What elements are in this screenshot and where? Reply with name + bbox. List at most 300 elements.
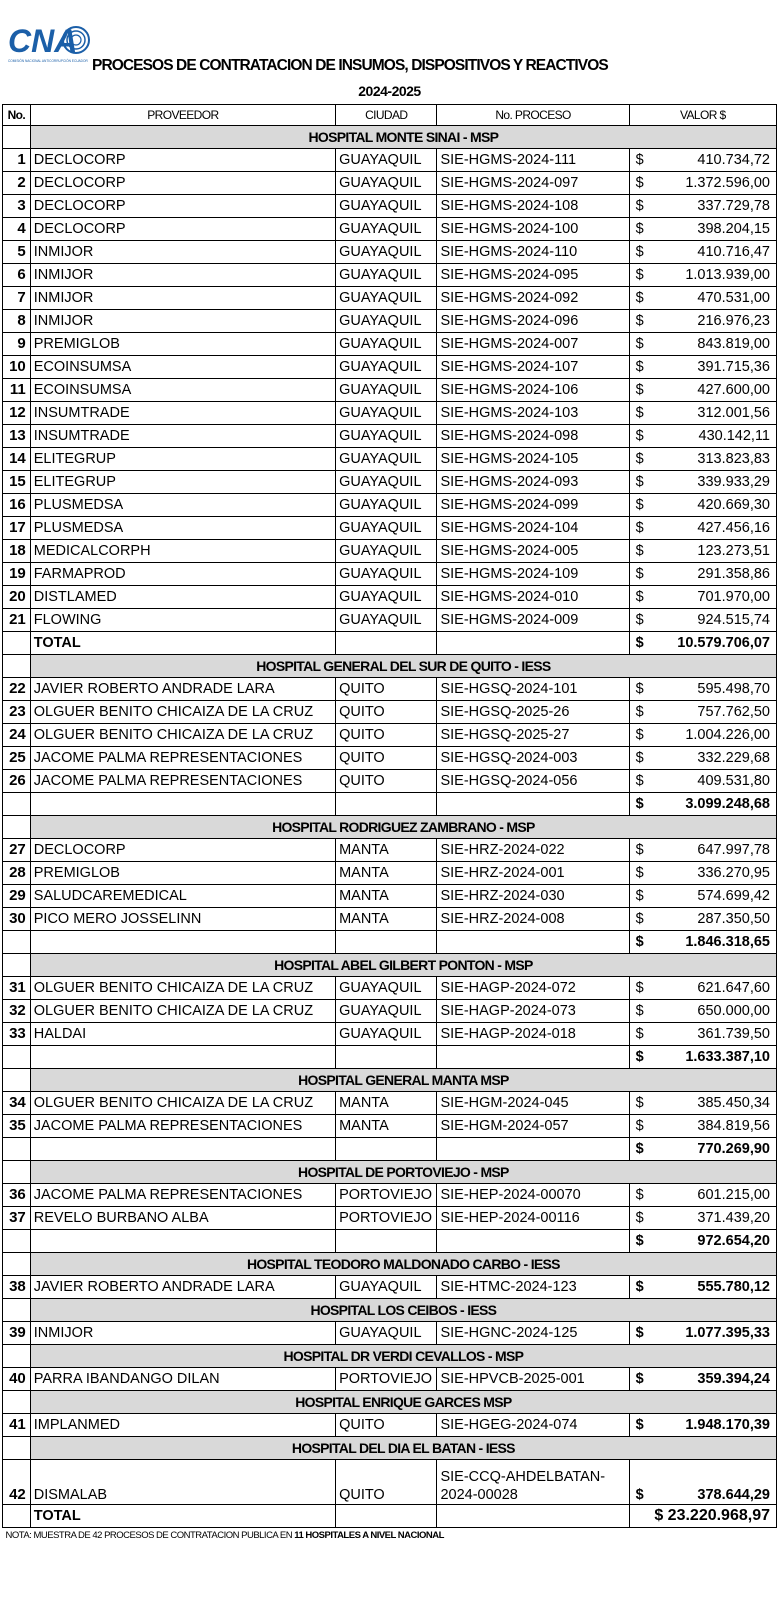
section-total-value: 10.579.706,07 — [665, 632, 776, 655]
contract-row — [3, 218, 777, 241]
currency-cell: $ — [629, 172, 665, 195]
total-city-cell — [336, 1046, 437, 1069]
currency-cell: $ — [629, 264, 665, 287]
row-number: 42 — [3, 1460, 31, 1505]
contract-row — [3, 1322, 777, 1345]
total-currency: $ — [629, 632, 665, 655]
valor-cell: 601.215,00 — [665, 1184, 776, 1207]
row-number: 39 — [3, 1322, 31, 1345]
currency-cell: $ — [629, 540, 665, 563]
report-title: PROCESOS DE CONTRATACION DE INSUMOS, DISPOSITIVOS Y REACTIVOS — [92, 57, 608, 74]
currency-cell: $ — [629, 1023, 665, 1046]
proveedor-cell: DECLOCORP — [30, 839, 335, 862]
section-no-cell — [3, 1437, 31, 1460]
hospital-name: HOSPITAL ENRIQUE GARCES MSP — [30, 1391, 776, 1414]
proveedor-cell: PREMIGLOB — [30, 333, 335, 356]
valor-cell: 427.456,16 — [665, 517, 776, 540]
currency-cell: $ — [629, 701, 665, 724]
contract-row — [3, 448, 777, 471]
contract-row — [3, 1276, 777, 1299]
contract-row — [3, 379, 777, 402]
ciudad-cell: MANTA — [336, 839, 437, 862]
valor-cell: 378.644,29 — [665, 1460, 776, 1505]
row-number: 8 — [3, 310, 31, 333]
valor-cell: 1.013.939,00 — [665, 264, 776, 287]
row-number: 19 — [3, 563, 31, 586]
contract-row — [3, 402, 777, 425]
section-total-value: 972.654,20 — [665, 1230, 776, 1253]
valor-cell: 337.729,78 — [665, 195, 776, 218]
valor-cell: 359.394,24 — [665, 1368, 776, 1391]
row-number: 24 — [3, 724, 31, 747]
proveedor-cell: DECLOCORP — [30, 172, 335, 195]
hospital-name: HOSPITAL LOS CEIBOS - IESS — [30, 1299, 776, 1322]
currency-cell: $ — [629, 747, 665, 770]
total-currency: $ — [629, 1230, 665, 1253]
valor-cell: 595.498,70 — [665, 678, 776, 701]
section-total-value: 3.099.248,68 — [665, 793, 776, 816]
valor-cell: 1.372.596,00 — [665, 172, 776, 195]
row-number: 18 — [3, 540, 31, 563]
section-no-cell — [3, 816, 31, 839]
total-currency: $ — [629, 931, 665, 954]
hospital-section-row — [3, 126, 777, 149]
contract-row — [3, 885, 777, 908]
ciudad-cell: QUITO — [336, 1460, 437, 1505]
proceso-cell: SIE-HEP-2024-00070 — [437, 1184, 629, 1207]
logo-caption: COMISIÓN NACIONAL ANTICORRUPCIÓN ECUADOR — [8, 59, 88, 63]
grand-total-no — [3, 1505, 31, 1528]
proceso-cell: SIE-HRZ-2024-022 — [437, 839, 629, 862]
currency-cell: $ — [629, 195, 665, 218]
valor-cell: 384.819,56 — [665, 1115, 776, 1138]
ciudad-cell: PORTOVIEJO — [336, 1207, 437, 1230]
report-years: 2024-2025 — [358, 83, 421, 99]
contract-row — [3, 1023, 777, 1046]
row-number: 36 — [3, 1184, 31, 1207]
proveedor-cell: INMIJOR — [30, 241, 335, 264]
contract-row — [3, 1207, 777, 1230]
currency-cell: $ — [629, 1368, 665, 1391]
valor-cell: 332.229,68 — [665, 747, 776, 770]
contract-row — [3, 839, 777, 862]
ciudad-cell: QUITO — [336, 747, 437, 770]
ciudad-cell: GUAYAQUIL — [336, 287, 437, 310]
footnote-empty — [629, 1528, 776, 1545]
contract-row — [3, 425, 777, 448]
valor-cell: 621.647,60 — [665, 977, 776, 1000]
ciudad-cell: GUAYAQUIL — [336, 448, 437, 471]
hospital-name: HOSPITAL DR VERDI CEVALLOS - MSP — [30, 1345, 776, 1368]
row-number: 7 — [3, 287, 31, 310]
currency-cell: $ — [629, 517, 665, 540]
ciudad-cell: PORTOVIEJO — [336, 1184, 437, 1207]
proceso-cell: SIE-HGMS-2024-111 — [437, 149, 629, 172]
ciudad-cell: QUITO — [336, 770, 437, 793]
hospital-section-row — [3, 1253, 777, 1276]
ciudad-cell: QUITO — [336, 1414, 437, 1437]
proveedor-cell: DECLOCORP — [30, 195, 335, 218]
ciudad-cell: GUAYAQUIL — [336, 517, 437, 540]
row-number: 12 — [3, 402, 31, 425]
proceso-cell: SIE-HGMS-2024-097 — [437, 172, 629, 195]
ciudad-cell: GUAYAQUIL — [336, 310, 437, 333]
hospital-name: HOSPITAL DEL DIA EL BATAN - IESS — [30, 1437, 776, 1460]
col-header-valor: VALOR $ — [629, 105, 776, 126]
ciudad-cell: GUAYAQUIL — [336, 563, 437, 586]
proceso-cell: SIE-HRZ-2024-030 — [437, 885, 629, 908]
section-no-cell — [3, 126, 31, 149]
proceso-cell: SIE-HRZ-2024-008 — [437, 908, 629, 931]
hospital-section-row — [3, 655, 777, 678]
row-number: 41 — [3, 1414, 31, 1437]
contract-row — [3, 563, 777, 586]
proceso-cell: SIE-HGSQ-2025-27 — [437, 724, 629, 747]
currency-cell: $ — [629, 471, 665, 494]
row-number: 37 — [3, 1207, 31, 1230]
row-number: 15 — [3, 471, 31, 494]
proceso-cell: SIE-HGNC-2024-125 — [437, 1322, 629, 1345]
ciudad-cell: MANTA — [336, 1092, 437, 1115]
valor-cell: 287.350,50 — [665, 908, 776, 931]
report-header — [0, 0, 779, 103]
total-label — [30, 1046, 335, 1069]
row-number: 11 — [3, 379, 31, 402]
footnote-bold: 11 HOSPITALES A NIVEL NACIONAL — [294, 1530, 444, 1541]
ciudad-cell: GUAYAQUIL — [336, 425, 437, 448]
ciudad-cell: GUAYAQUIL — [336, 540, 437, 563]
proceso-cell: SIE-HGMS-2024-105 — [437, 448, 629, 471]
grand-total-label: TOTAL — [30, 1505, 335, 1528]
proceso-cell: SIE-HGMS-2024-100 — [437, 218, 629, 241]
currency-cell: $ — [629, 563, 665, 586]
ciudad-cell: GUAYAQUIL — [336, 379, 437, 402]
contract-row — [3, 287, 777, 310]
proceso-cell: SIE-HAGP-2024-018 — [437, 1023, 629, 1046]
currency-cell: $ — [629, 609, 665, 632]
hospital-name: HOSPITAL GENERAL DEL SUR DE QUITO - IESS — [30, 655, 776, 678]
total-label — [30, 931, 335, 954]
ciudad-cell: GUAYAQUIL — [336, 218, 437, 241]
currency-cell: $ — [629, 218, 665, 241]
proceso-cell: SIE-HGMS-2024-103 — [437, 402, 629, 425]
valor-cell: 650.000,00 — [665, 1000, 776, 1023]
proceso-cell: SIE-HGSQ-2024-003 — [437, 747, 629, 770]
hospital-name: HOSPITAL DE PORTOVIEJO - MSP — [30, 1161, 776, 1184]
proveedor-cell: DECLOCORP — [30, 149, 335, 172]
hospital-section-row — [3, 1391, 777, 1414]
col-header-no: No. — [3, 105, 31, 126]
contract-row — [3, 609, 777, 632]
hospital-name: HOSPITAL RODRIGUEZ ZAMBRANO - MSP — [30, 816, 776, 839]
contract-row — [3, 517, 777, 540]
total-proc-cell — [437, 632, 629, 655]
contract-row — [3, 1115, 777, 1138]
total-proc-cell — [437, 1230, 629, 1253]
currency-cell: $ — [629, 977, 665, 1000]
currency-cell: $ — [629, 839, 665, 862]
ciudad-cell: GUAYAQUIL — [336, 494, 437, 517]
proceso-cell: SIE-HGMS-2024-095 — [437, 264, 629, 287]
currency-cell: $ — [629, 149, 665, 172]
currency-cell: $ — [629, 494, 665, 517]
total-proc-cell — [437, 931, 629, 954]
proveedor-cell: INMIJOR — [30, 1322, 335, 1345]
currency-cell: $ — [629, 1322, 665, 1345]
valor-cell: 391.715,36 — [665, 356, 776, 379]
currency-cell: $ — [629, 448, 665, 471]
total-city-cell — [336, 931, 437, 954]
total-no-cell — [3, 632, 31, 655]
hospital-section-row — [3, 1345, 777, 1368]
grand-total-proc — [437, 1505, 629, 1528]
row-number: 35 — [3, 1115, 31, 1138]
total-currency: $ — [629, 793, 665, 816]
currency-cell: $ — [629, 1460, 665, 1505]
valor-cell: 313.823,83 — [665, 448, 776, 471]
currency-cell: $ — [629, 1276, 665, 1299]
section-no-cell — [3, 1345, 31, 1368]
valor-cell: 555.780,12 — [665, 1276, 776, 1299]
proveedor-cell: DISMALAB — [30, 1460, 335, 1505]
valor-cell: 1.948.170,39 — [665, 1414, 776, 1437]
total-label — [30, 1230, 335, 1253]
row-number: 23 — [3, 701, 31, 724]
proceso-cell: SIE-CCQ-AHDELBATAN-2024-00028 — [437, 1460, 629, 1505]
section-no-cell — [3, 1391, 31, 1414]
proceso-cell: SIE-HAGP-2024-073 — [437, 1000, 629, 1023]
ciudad-cell: GUAYAQUIL — [336, 172, 437, 195]
row-number: 13 — [3, 425, 31, 448]
hospital-name: HOSPITAL MONTE SINAI - MSP — [30, 126, 776, 149]
proveedor-cell: INMIJOR — [30, 310, 335, 333]
total-city-cell — [336, 793, 437, 816]
currency-cell: $ — [629, 379, 665, 402]
row-number: 16 — [3, 494, 31, 517]
row-number: 3 — [3, 195, 31, 218]
row-number: 22 — [3, 678, 31, 701]
section-total-row — [3, 632, 777, 655]
proceso-cell: SIE-HGSQ-2024-056 — [437, 770, 629, 793]
currency-cell: $ — [629, 310, 665, 333]
section-no-cell — [3, 1161, 31, 1184]
row-number: 9 — [3, 333, 31, 356]
hospital-name: HOSPITAL ABEL GILBERT PONTON - MSP — [30, 954, 776, 977]
row-number: 25 — [3, 747, 31, 770]
row-number: 1 — [3, 149, 31, 172]
contract-row — [3, 701, 777, 724]
row-number: 34 — [3, 1092, 31, 1115]
total-label: TOTAL — [30, 632, 335, 655]
valor-cell: 409.531,80 — [665, 770, 776, 793]
contract-row — [3, 172, 777, 195]
ciudad-cell: MANTA — [336, 1115, 437, 1138]
valor-cell: 339.933,29 — [665, 471, 776, 494]
currency-cell: $ — [629, 333, 665, 356]
ciudad-cell: QUITO — [336, 724, 437, 747]
row-number: 10 — [3, 356, 31, 379]
proveedor-cell: PREMIGLOB — [30, 862, 335, 885]
proceso-cell: SIE-HGSQ-2024-101 — [437, 678, 629, 701]
contract-row — [3, 494, 777, 517]
contract-row — [3, 310, 777, 333]
currency-cell: $ — [629, 356, 665, 379]
hospital-name: HOSPITAL GENERAL MANTA MSP — [30, 1069, 776, 1092]
ciudad-cell: MANTA — [336, 908, 437, 931]
proceso-cell: SIE-HGM-2024-057 — [437, 1115, 629, 1138]
proveedor-cell: FARMAPROD — [30, 563, 335, 586]
valor-cell: 123.273,51 — [665, 540, 776, 563]
contract-row — [3, 1000, 777, 1023]
section-no-cell — [3, 1299, 31, 1322]
proceso-cell: SIE-HGMS-2024-104 — [437, 517, 629, 540]
ciudad-cell: MANTA — [336, 862, 437, 885]
row-number: 40 — [3, 1368, 31, 1391]
contract-row — [3, 195, 777, 218]
total-label — [30, 1138, 335, 1161]
total-no-cell — [3, 1138, 31, 1161]
total-no-cell — [3, 793, 31, 816]
contract-row — [3, 770, 777, 793]
proveedor-cell: MEDICALCORPH — [30, 540, 335, 563]
contract-row — [3, 264, 777, 287]
ciudad-cell: GUAYAQUIL — [336, 356, 437, 379]
table-body — [3, 126, 777, 1505]
contract-row — [3, 908, 777, 931]
row-number: 30 — [3, 908, 31, 931]
row-number: 17 — [3, 517, 31, 540]
currency-cell: $ — [629, 1414, 665, 1437]
valor-cell: 361.739,50 — [665, 1023, 776, 1046]
table-footer — [3, 1505, 777, 1545]
proveedor-cell: OLGUER BENITO CHICAIZA DE LA CRUZ — [30, 701, 335, 724]
ciudad-cell: MANTA — [336, 885, 437, 908]
total-city-cell — [336, 1230, 437, 1253]
valor-cell: 430.142,11 — [665, 425, 776, 448]
section-total-row — [3, 1230, 777, 1253]
proceso-cell: SIE-HGMS-2024-106 — [437, 379, 629, 402]
row-number: 2 — [3, 172, 31, 195]
currency-cell: $ — [629, 586, 665, 609]
valor-cell: 843.819,00 — [665, 333, 776, 356]
ciudad-cell: GUAYAQUIL — [336, 333, 437, 356]
ciudad-cell: GUAYAQUIL — [336, 471, 437, 494]
total-no-cell — [3, 931, 31, 954]
currency-cell: $ — [629, 908, 665, 931]
hospital-section-row — [3, 1437, 777, 1460]
currency-cell: $ — [629, 287, 665, 310]
row-number: 6 — [3, 264, 31, 287]
hospital-section-row — [3, 1299, 777, 1322]
proceso-cell: SIE-HGMS-2024-107 — [437, 356, 629, 379]
valor-cell: 1.004.226,00 — [665, 724, 776, 747]
valor-cell: 336.270,95 — [665, 862, 776, 885]
hospital-section-row — [3, 816, 777, 839]
contracts-table — [2, 104, 777, 1544]
row-number: 14 — [3, 448, 31, 471]
proveedor-cell: OLGUER BENITO CHICAIZA DE LA CRUZ — [30, 1092, 335, 1115]
total-proc-cell — [437, 793, 629, 816]
valor-cell: 1.077.395,33 — [665, 1322, 776, 1345]
ciudad-cell: QUITO — [336, 678, 437, 701]
valor-cell: 410.716,47 — [665, 241, 776, 264]
section-total-value: 1.633.387,10 — [665, 1046, 776, 1069]
row-number: 28 — [3, 862, 31, 885]
proceso-cell: SIE-HGMS-2024-109 — [437, 563, 629, 586]
section-total-value: 770.269,90 — [665, 1138, 776, 1161]
proveedor-cell: PLUSMEDSA — [30, 494, 335, 517]
col-header-proveedor: PROVEEDOR — [30, 105, 335, 126]
table-header-row — [3, 105, 777, 126]
ciudad-cell: GUAYAQUIL — [336, 586, 437, 609]
proveedor-cell: ELITEGRUP — [30, 471, 335, 494]
proceso-cell: SIE-HPVCB-2025-001 — [437, 1368, 629, 1391]
proveedor-cell: JAVIER ROBERTO ANDRADE LARA — [30, 678, 335, 701]
currency-cell: $ — [629, 425, 665, 448]
valor-cell: 647.997,78 — [665, 839, 776, 862]
proveedor-cell: SALUDCAREMEDICAL — [30, 885, 335, 908]
valor-cell: 291.358,86 — [665, 563, 776, 586]
ciudad-cell: QUITO — [336, 701, 437, 724]
currency-cell: $ — [629, 885, 665, 908]
proceso-cell: SIE-HGMS-2024-110 — [437, 241, 629, 264]
contract-row — [3, 586, 777, 609]
currency-cell: $ — [629, 862, 665, 885]
proveedor-cell: PICO MERO JOSSELINN — [30, 908, 335, 931]
row-number: 5 — [3, 241, 31, 264]
contract-row — [3, 678, 777, 701]
row-number: 38 — [3, 1276, 31, 1299]
ciudad-cell: GUAYAQUIL — [336, 609, 437, 632]
section-no-cell — [3, 954, 31, 977]
valor-cell: 701.970,00 — [665, 586, 776, 609]
proceso-cell: SIE-HAGP-2024-072 — [437, 977, 629, 1000]
currency-cell: $ — [629, 678, 665, 701]
row-number: 29 — [3, 885, 31, 908]
ciudad-cell: GUAYAQUIL — [336, 1276, 437, 1299]
contract-row — [3, 1414, 777, 1437]
proveedor-cell: INSUMTRADE — [30, 402, 335, 425]
proceso-cell: SIE-HGMS-2024-093 — [437, 471, 629, 494]
hospital-section-row — [3, 954, 777, 977]
currency-cell: $ — [629, 402, 665, 425]
contract-row — [3, 540, 777, 563]
total-no-cell — [3, 1046, 31, 1069]
total-currency: $ — [629, 1046, 665, 1069]
currency-cell: $ — [629, 1092, 665, 1115]
proceso-cell: SIE-HEP-2024-00116 — [437, 1207, 629, 1230]
col-header-proceso: No. PROCESO — [437, 105, 629, 126]
ciudad-cell: GUAYAQUIL — [336, 1000, 437, 1023]
proveedor-cell: JACOME PALMA REPRESENTACIONES — [30, 1184, 335, 1207]
proceso-cell: SIE-HGMS-2024-099 — [437, 494, 629, 517]
row-number: 26 — [3, 770, 31, 793]
proveedor-cell: PARRA IBANDANGO DILAN — [30, 1368, 335, 1391]
section-no-cell — [3, 1253, 31, 1276]
row-number: 20 — [3, 586, 31, 609]
proceso-cell: SIE-HGMS-2024-007 — [437, 333, 629, 356]
section-no-cell — [3, 655, 31, 678]
total-city-cell — [336, 632, 437, 655]
grand-total-city — [336, 1505, 437, 1528]
ciudad-cell: GUAYAQUIL — [336, 195, 437, 218]
contract-row — [3, 1092, 777, 1115]
valor-cell: 371.439,20 — [665, 1207, 776, 1230]
grand-total-row — [3, 1505, 777, 1528]
proveedor-cell: INMIJOR — [30, 264, 335, 287]
valor-cell: 410.734,72 — [665, 149, 776, 172]
proveedor-cell: JACOME PALMA REPRESENTACIONES — [30, 1115, 335, 1138]
